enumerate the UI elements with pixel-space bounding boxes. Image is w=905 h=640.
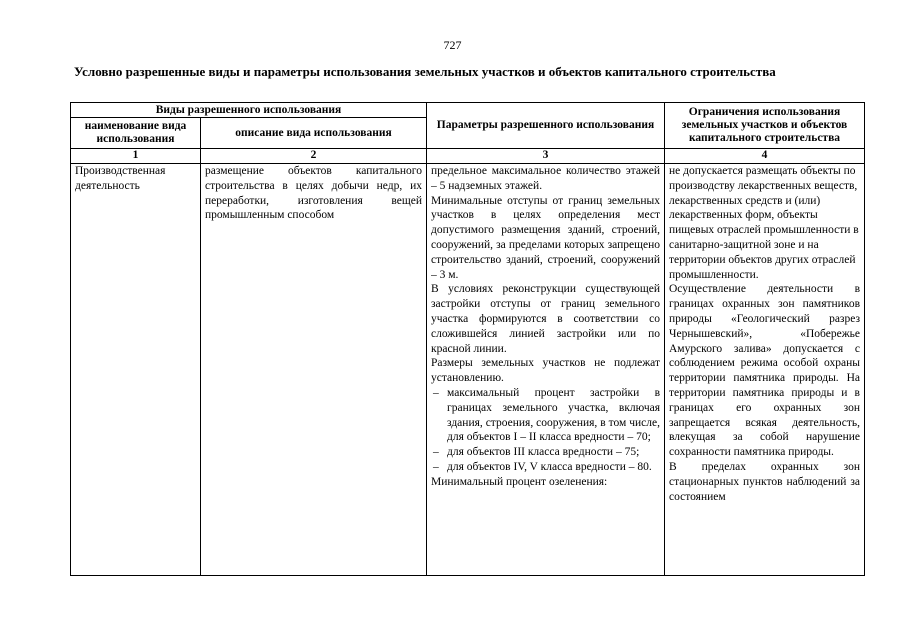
table-row: [71, 164, 865, 576]
restriction-placement: не допускается размещать объекты по производству лекарственных веществ, лекарственных средств и (или) лекарственных форм, объекты пищевых отраслей промышленности в санитарно-защитной зоне и на территории объектов других отраслей промышленности.: [669, 165, 859, 281]
use-description-cell: [201, 164, 427, 576]
building-percent-list: [431, 386, 660, 475]
use-name-cell: [71, 164, 201, 576]
restrictions-cell: [665, 164, 865, 576]
use-description: размещение объектов капитального строительства в целях добычи недр, их переработки, изготовления вещей промышленным способом: [205, 165, 422, 222]
column-number: 1: [71, 149, 201, 164]
parameter-floors: предельное максимальное количество этажей – 5 надземных этажей.: [431, 165, 660, 192]
parameter-setbacks: Минимальные отступы от границ земельных участков в целях определения мест допустимого размещения зданий, строений, сооружений, за пределами которых запрещено строительство зданий, строений, сооружений – 3 м.: [431, 194, 660, 281]
list-item: – максимальный процент застройки в границах земельного участка, включая здания, строения, сооружения, в том числе, для объектов I – II класса вредности – 70;: [431, 386, 660, 445]
parameter-greening: Минимальный процент озеленения:: [431, 475, 608, 488]
column-number-row: [71, 149, 865, 164]
list-item: – для объектов IV, V класса вредности – 80.: [431, 460, 660, 475]
list-item: – для объектов III класса вредности – 75;: [431, 445, 660, 460]
parameters-cell: [427, 164, 665, 576]
column-number: 2: [201, 149, 427, 164]
land-use-table: [70, 102, 865, 576]
page-number: 727: [443, 38, 462, 52]
parameter-reconstruction: В условиях реконструкции существующей застройки отступы от границ земельного участка формируются в соответствии со сложившейся линией застройки или по красной линии.: [431, 283, 660, 355]
header-parameters: Параметры разрешенного использования: [427, 103, 665, 149]
header-permitted-uses: Виды разрешенного использования: [71, 103, 427, 118]
column-number: 3: [427, 149, 665, 164]
header-restrictions: Ограничения использования земельных участков и объектов капитального строительства: [665, 103, 865, 149]
parameter-plot-size: Размеры земельных участков не подлежат установлению.: [431, 357, 660, 385]
document-title: Условно разрешенные виды и параметры использования земельных участков и объектов капитального строительства: [74, 64, 776, 79]
header-use-description: описание вида использования: [201, 118, 427, 149]
column-number: 4: [665, 149, 865, 164]
restriction-observation-points: В пределах охранных зон стационарных пунктов наблюдений за состоянием: [669, 460, 860, 503]
use-name: Производственная деятельность: [75, 165, 166, 192]
restriction-protected-zones: Осуществление деятельности в границах охранных зон памятников природы «Геологический разрез Чернышевский», «Побережье Амурского залива» допускается с соблюдением режима особой охраны территории памятника природы. На территории памятника природы и в границах его охранных зон запрещается всякая деятельность, влекущая за собой нарушение сохранности памятника природы.: [669, 283, 860, 459]
header-use-name: наименование вида использования: [71, 118, 201, 149]
